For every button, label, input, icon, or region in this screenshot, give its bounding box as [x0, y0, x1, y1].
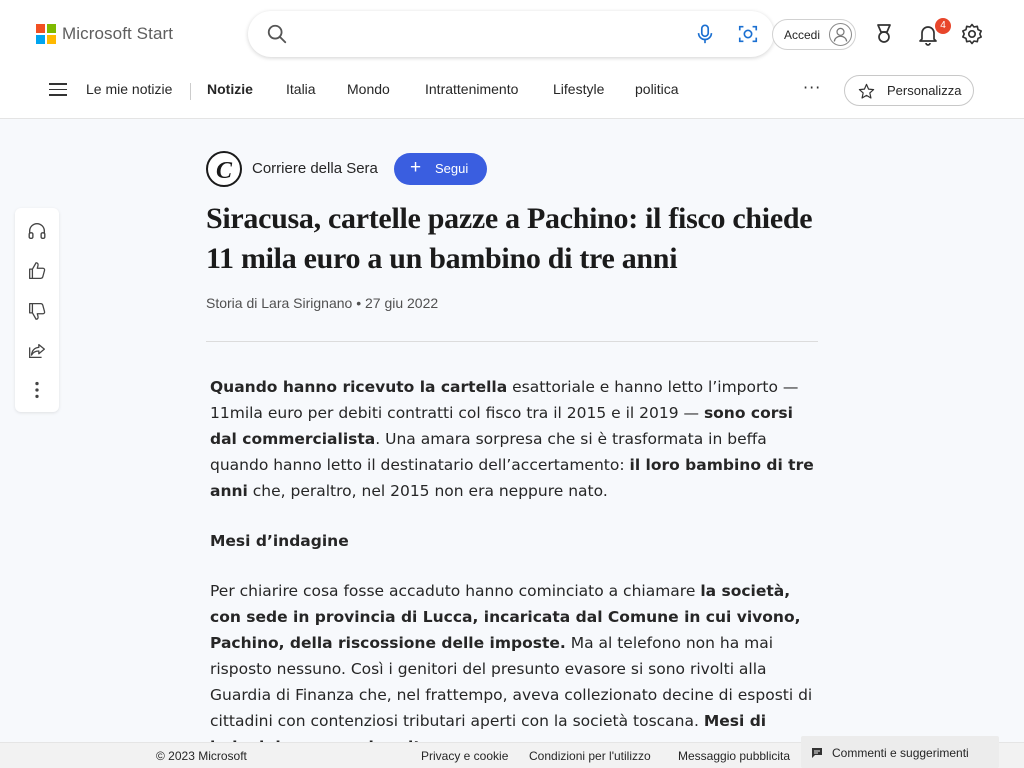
feedback-label: Commenti e suggerimenti: [832, 746, 969, 760]
svg-text:C: C: [215, 158, 233, 184]
nav-divider: [190, 83, 191, 100]
plus-icon: +: [410, 157, 422, 178]
top-header: [0, 0, 1024, 68]
nav-item-intrattenimento[interactable]: Intrattenimento: [425, 81, 519, 97]
article-headline: Siracusa, cartelle pazze a Pachino: il fisco chiede 11 mila euro a un bambino di tre anni: [206, 202, 813, 275]
article-body: [210, 374, 822, 768]
settings-gear-icon[interactable]: [960, 22, 984, 46]
nav-more-button[interactable]: ···: [803, 78, 822, 97]
thumbs-down-icon[interactable]: [26, 300, 48, 322]
notification-badge: 4: [935, 18, 951, 34]
privacy-link[interactable]: Privacy e cookie: [421, 749, 509, 763]
rewards-icon[interactable]: [872, 22, 896, 46]
nav-item-italia[interactable]: Italia: [286, 81, 316, 97]
sparkle-star-icon: [857, 82, 876, 101]
article-actions-bar: [15, 208, 59, 412]
more-vertical-icon[interactable]: [26, 379, 48, 401]
section-subheading: Mesi d’indagine: [210, 532, 349, 550]
search-input[interactable]: [300, 21, 680, 47]
search-box[interactable]: [248, 11, 774, 57]
publisher-logo-icon: [208, 153, 240, 185]
ads-link[interactable]: Messaggio pubblicita: [678, 749, 791, 763]
nav-item-politica[interactable]: politica: [635, 81, 679, 97]
microsoft-start-logo[interactable]: [36, 24, 173, 44]
nav-item-lifestyle[interactable]: Lifestyle: [553, 81, 605, 97]
publisher-name[interactable]: Corriere della Sera: [252, 160, 378, 177]
personalize-label: Personalizza: [887, 83, 962, 98]
microphone-icon[interactable]: [694, 23, 716, 45]
divider: [206, 341, 818, 342]
nav-item-notizie[interactable]: Notizie: [207, 81, 253, 97]
personalize-button[interactable]: [844, 75, 974, 106]
share-icon[interactable]: [26, 340, 48, 362]
copyright-text: © 2023 Microsoft: [156, 749, 247, 763]
avatar-icon: [829, 23, 852, 46]
publisher-logo[interactable]: [206, 151, 242, 187]
microsoft-logo-icon: [36, 24, 56, 44]
feedback-button[interactable]: [801, 736, 999, 768]
sign-in-button[interactable]: [772, 19, 856, 50]
nav-item-le-mie-notizie[interactable]: Le mie notizie: [86, 81, 173, 97]
feedback-icon: [811, 747, 823, 759]
paragraph: Quando hanno ricevuto la cartella esattoriale e hanno letto l’importo — 11mila euro per debiti contratti col fisco tra il 2015 e il 2019 — sono corsi dal commercialista. Una amara sorpresa che si è trasformata in beffa quando hanno letto il destinatario dell’accertamento: il loro bambino di tre anni che, peraltro, nel 2015 non era neppure nato.: [210, 378, 814, 500]
headphones-icon[interactable]: [26, 220, 48, 242]
follow-label: Segui: [435, 161, 469, 176]
visual-search-icon[interactable]: [737, 23, 759, 45]
sign-in-label: Accedi: [784, 27, 821, 42]
article-byline: Storia di Lara Sirignano • 27 giu 2022: [206, 295, 439, 311]
follow-button[interactable]: [394, 153, 487, 185]
category-nav: [0, 68, 1024, 119]
terms-link[interactable]: Condizioni per l'utilizzo: [529, 749, 651, 763]
logo-text: Microsoft Start: [62, 24, 174, 43]
nav-item-mondo[interactable]: Mondo: [347, 81, 390, 97]
paragraph: Per chiarire cosa fosse accaduto hanno cominciato a chiamare la società, con sede in provincia di Lucca, incaricata dal Comune in cui vivono, Pachino, della riscossione delle imposte. Ma al telefono non ha mai risposto nessuno. Così i genitori del presunto evasore si sono rivolti alla Guardia di Finanza che, nel frattempo, aveva collezionato decine di esposti di cittadini con contenziosi tributari aperti con la società toscana. Mesi di: [210, 582, 813, 730]
thumbs-up-icon[interactable]: [26, 260, 48, 282]
search-icon[interactable]: [266, 23, 288, 45]
menu-icon[interactable]: [49, 83, 67, 99]
